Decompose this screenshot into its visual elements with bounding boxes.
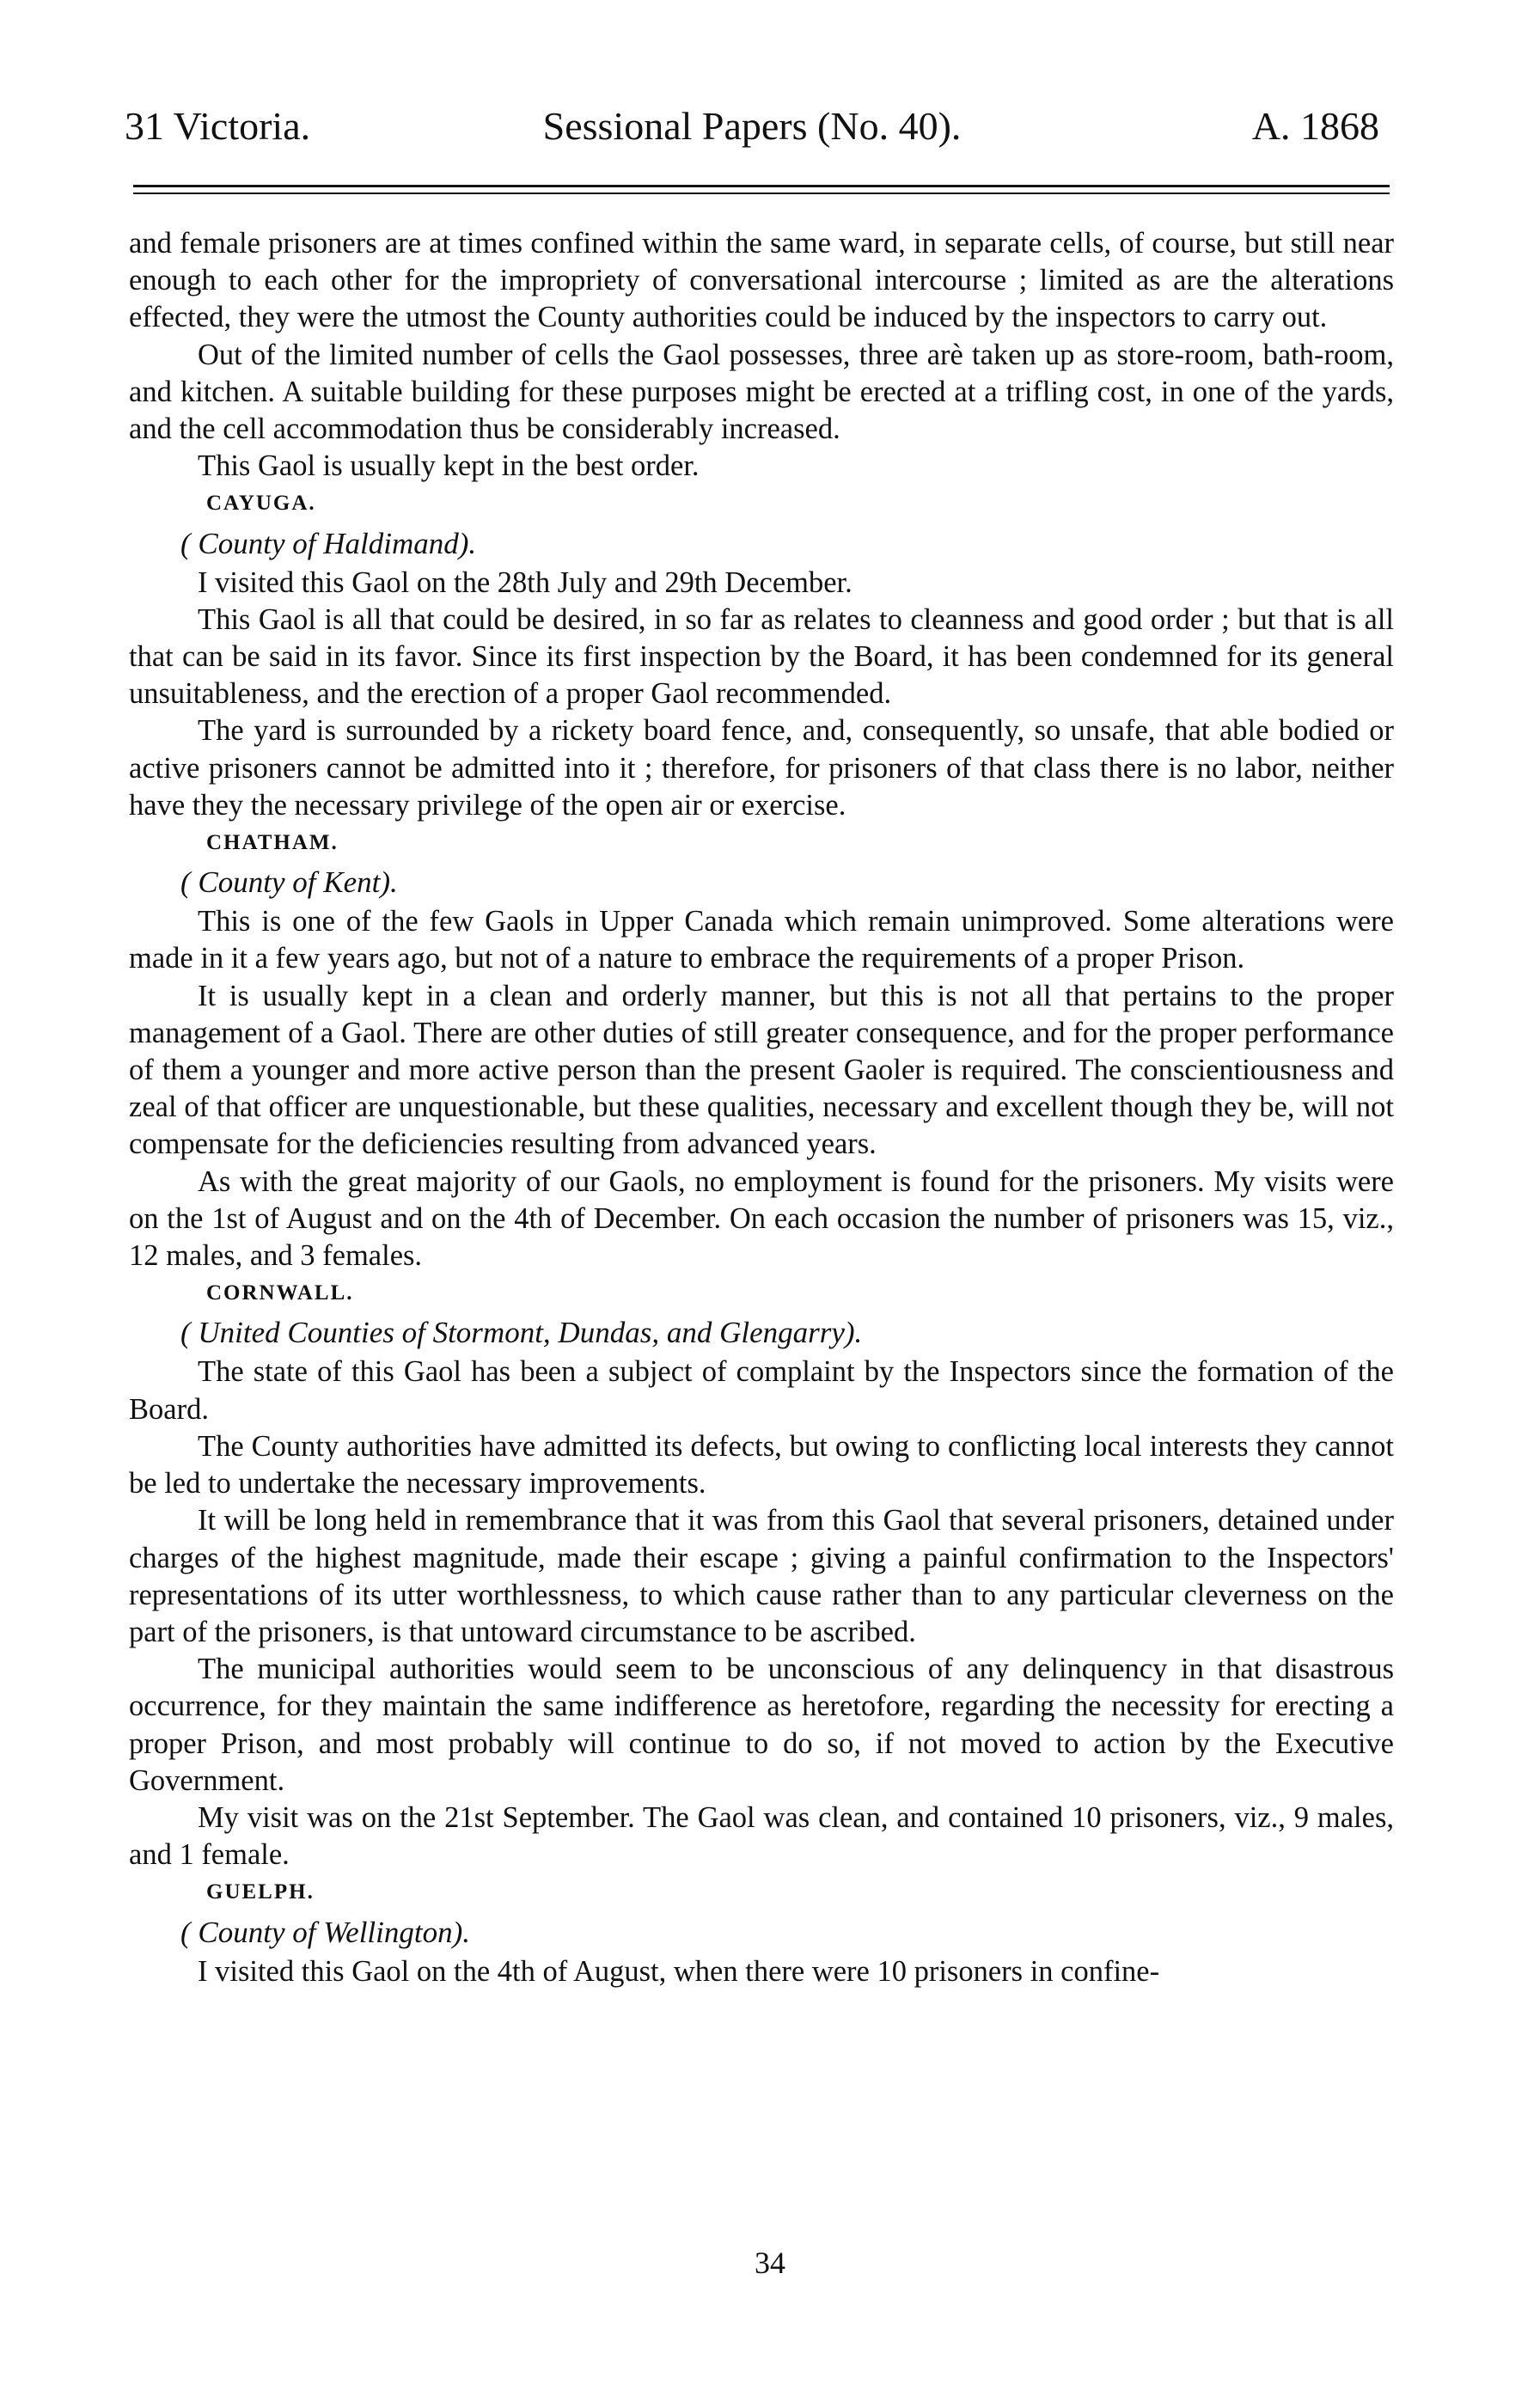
cayuga-paragraph-2: This Gaol is all that could be desired, in so far as relates to cleanness and good order ; but that is all that can be said in its favor. Since its first inspection by the Board, it has been condemned for its general unsuitableness, and the erection of a proper Gaol recommended.: [129, 602, 1394, 711]
section-subheading-guelph: ( County of Wellington).: [180, 1915, 471, 1949]
section-subheading-chatham: ( County of Kent).: [180, 865, 398, 900]
chatham-paragraph-1: This is one of the few Gaols in Upper Canada which remain unimproved. Some alterations were made in it a few years ago, but not of a nature to embrace the requirements of a proper Prison.: [129, 905, 1394, 975]
cayuga-paragraph-3: The yard is surrounded by a rickety board fence, and, consequently, so unsafe, that able bodied or active prisoners cannot be admitted into it ; therefore, for prisoners of that class there is no labor, neither have they the necessary privilege of the open air or exercise.: [129, 714, 1394, 822]
cornwall-paragraph-5: My visit was on the 21st September. The Gaol was clean, and contained 10 prisoners, viz., 9 males, and 1 female.: [129, 1800, 1394, 1872]
section-subheading-cayuga: ( County of Haldimand).: [180, 526, 477, 560]
intro-paragraph-2: Out of the limited number of cells the Gaol possesses, three arè taken up as store-room, bath-room, and kitchen. A suitable building for these purposes might be erected at a trifling cost, in one of the yards, and the cell accommodation thus be considerably increased.: [129, 338, 1394, 446]
section-heading-guelph: GUELPH.: [206, 1880, 315, 1904]
running-header: [125, 96, 1414, 156]
header-year: A. 1868: [1251, 104, 1379, 148]
section-subheading-cornwall: ( United Counties of Stormont, Dundas, and Glengarry).: [180, 1316, 863, 1350]
section-heading-chatham: CHATHAM.: [206, 831, 339, 855]
header-rule-top: [133, 185, 1390, 187]
intro-paragraph-3: This Gaol is usually kept in the best order.: [198, 449, 700, 483]
chatham-paragraph-3: As with the great majority of our Gaols, no employment is found for the prisoners. My visits were on the 1st of August and on the 4th of December. On each occasion the number of prisoners was 15, viz., 12 males, and 3 females.: [129, 1164, 1394, 1273]
cornwall-paragraph-1: The state of this Gaol has been a subject of complaint by the Inspectors since the formation of the Board.: [129, 1355, 1394, 1426]
guelph-paragraph-1: I visited this Gaol on the 4th of August, when there were 10 prisoners in confine-: [198, 1954, 1160, 1988]
cornwall-paragraph-3: It will be long held in remembrance that it was from this Gaol that several prisoners, detained under charges of the highest magnitude, made their escape ; giving a painful confirmation to the Inspectors' representations of its utter worthlessness, to which cause rather than to any particular cleverness on the part of the prisoners, is that untoward circumstance to be ascribed.: [129, 1504, 1394, 1648]
header-series-title: Sessional Papers (No. 40).: [542, 104, 962, 148]
cayuga-paragraph-1: I visited this Gaol on the 28th July and 29th December.: [198, 565, 852, 599]
header-rule-bottom: [133, 193, 1390, 194]
intro-paragraph-1: and female prisoners are at times confined within the same ward, in separate cells, of course, but still near enough to each other for the impropriety of conversational intercourse ; limited as are the alterations effected, they were the utmost the County authorities could be induced by the inspectors to carry out.: [129, 227, 1394, 334]
page-number: 34: [755, 2246, 785, 2280]
cornwall-paragraph-2: The County authorities have admitted its defects, but owing to conflicting local interests they cannot be led to undertake the necessary improvements.: [129, 1429, 1394, 1500]
header-regnal-year: 31 Victoria.: [125, 104, 311, 148]
section-heading-cornwall: CORNWALL.: [206, 1281, 354, 1305]
section-heading-cayuga: CAYUGA.: [206, 492, 316, 516]
body-text: [129, 225, 1394, 1990]
cornwall-paragraph-4: The municipal authorities would seem to be unconscious of any delinquency in that disastrous occurrence, for they maintain the same indifference as heretofore, regarding the necessity for erecting a proper Prison, and most probably will continue to do so, if not moved to action by the Executive Government.: [129, 1653, 1394, 1797]
chatham-paragraph-2: It is usually kept in a clean and orderly manner, but this is not all that pertains to the proper management of a Gaol. There are other duties of still greater consequence, and for the proper performance of them a younger and more active person than the present Gaoler is required. The conscientiousness and zeal of that officer are unquestionable, but these qualities, necessary and excellent though they be, will not compensate for the deficiencies resulting from advanced years.: [129, 979, 1394, 1161]
